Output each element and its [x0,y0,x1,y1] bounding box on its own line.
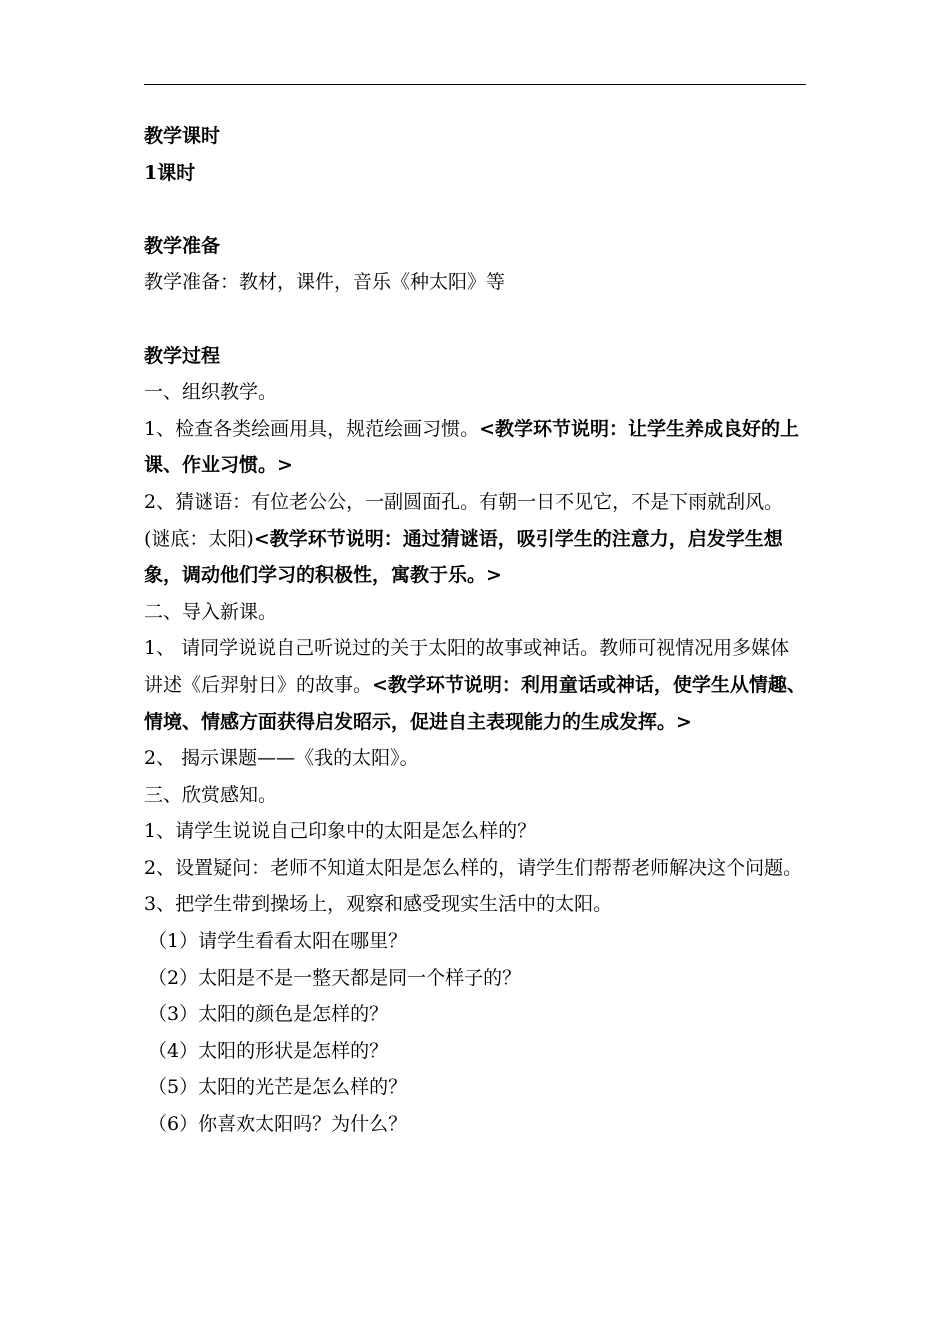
teaching-note: <教学环节说明：通过猜谜语，吸引学生的注意力，启发学生想象，调动他们学习的积极性，寓教于乐。> [144,527,783,587]
teaching-note: <教学环节说明：利用童话或神话，使学生从情趣、情境、情感方面获得启发昭示，促进自主表现能力的生成发挥。> [144,673,806,733]
question-3: （3）太阳的颜色是怎样的？ [148,1003,389,1026]
section-3-title: 三、欣赏感知。 [144,783,278,806]
section-1-item-1 [144,411,806,484]
item-text: 2、猜谜语：有位老公公，一副圆面孔。有朝一日不见它，不是下雨就刮风。(谜底：太阳) [144,490,784,550]
item-text: 1、检查各类绘画用具，规范绘画习惯。 [144,417,480,440]
preparation-heading: 教学准备 [144,234,221,257]
question-6: （6）你喜欢太阳吗？为什么？ [148,1113,408,1136]
header-rule [144,84,806,85]
teaching-note: <教学环节说明：让学生养成良好的上课、作业习惯。> [144,417,800,477]
process-heading: 教学过程 [144,344,221,367]
spacer [144,191,806,228]
section-3-item-3: 3、把学生带到操场上，观察和感受现实生活中的太阳。 [144,893,613,916]
lesson-hours-value: 1课时 [144,161,196,184]
preparation-text: 教学准备：教材，课件，音乐《种太阳》等 [144,271,506,294]
section-1-item-2 [144,484,806,594]
section-3-item-2: 2、设置疑问：老师不知道太阳是怎么样的，请学生们帮帮老师解决这个问题。 [144,856,803,879]
section-2-title: 二、导入新课。 [144,600,278,623]
lesson-hours-heading: 教学课时 [144,125,221,147]
section-1-title: 一、组织教学。 [144,381,278,404]
question-4: （4）太阳的形状是怎样的？ [148,1039,389,1062]
section-2-item-1 [144,630,806,740]
spacer [144,301,806,338]
question-5: （5）太阳的光芒是怎么样的？ [148,1076,408,1099]
document-body [144,118,806,1143]
section-3-item-1: 1、请学生说说自己印象中的太阳是怎么样的？ [144,820,537,843]
question-1: （1）请学生看看太阳在哪里？ [148,930,408,953]
section-2-item-2: 2、 揭示课题——《我的太阳》。 [144,747,419,770]
item-text: 1、 请同学说说自己听说过的关于太阳的故事或神话。教师可视情况用多媒体讲述《后羿射日》的故事。 [144,637,790,696]
question-2: （2）太阳是不是一整天都是同一个样子的？ [148,966,522,989]
